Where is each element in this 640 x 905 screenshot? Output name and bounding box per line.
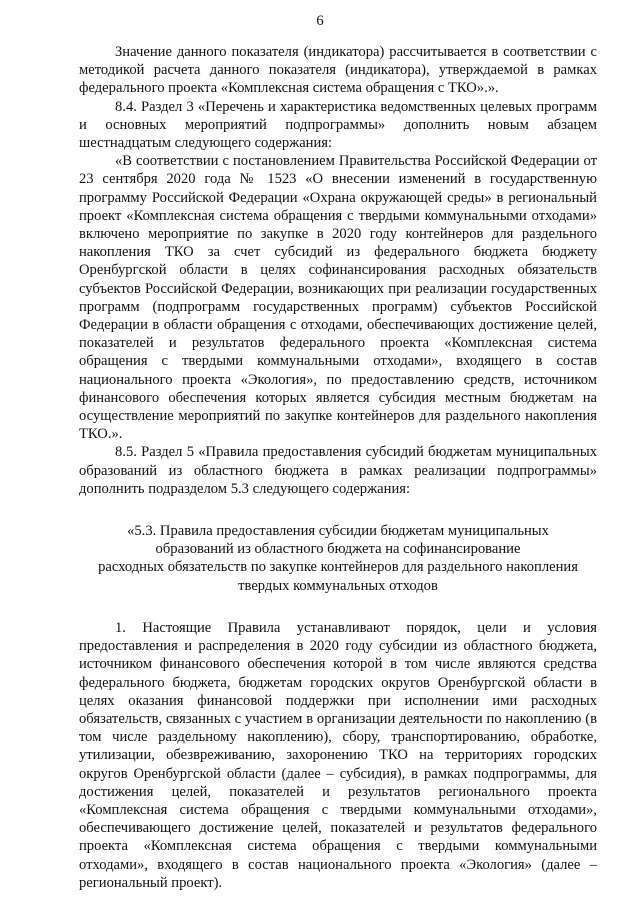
paragraph-rule-1: 1. Настоящие Правила устанавливают порядок, цели и условия предоставления и распределения в 2020 году субсидии из областного бюджета, источником финансового обеспечения которой в том числе являются средства федерального бюджета, бюджетам городских округов Оренбургской области в целях оказания финансовой поддержки при исполнении ими расходных обязательств, связанных с участием в организации деятельности по накоплению (в том числе раздельному накоплению), сбору, транспортированию, обработке, утилизации, обезвреживанию, захоронению ТКО на территориях городских округов Оренбургской области (далее – субсидия), в рамках подпрограммы, для достижения целей, показателей и результатов регионального проекта «Комплексная система обращения с твердыми коммунальными отходами», обеспечивающего достижение целей, показателей и результатов федерального проекта «Комплексная система обращения с твердыми коммунальными отходами», входящего в состав национального проекта «Экология» (далее – региональный проект). [79, 619, 597, 891]
heading-line: «5.3. Правила предоставления субсидии бюджетам муниципальных [127, 523, 549, 540]
paragraph-indicator-note: Значение данного показателя (индикатора) рассчитывается в соответствии с методикой расчета данного показателя (индикатора), утверждаемой в рамках федерального проекта «Комплексная система обращения с ТКО».». [79, 44, 597, 97]
heading-line: твердых коммунальных отходов [238, 577, 438, 594]
heading-line: образований из областного бюджета на софинансирование [155, 541, 521, 558]
document-body [79, 43, 597, 892]
paragraph-8-5: 8.5. Раздел 5 «Правила предоставления субсидий бюджетам муниципальных образований из областного бюджета в рамках реализации подпрограммы» дополнить подразделом 5.3 следующего содержания: [79, 444, 597, 497]
paragraph-amendment-text: «В соответствии с постановлением Правительства Российской Федерации от 23 сентября 2020 года № 1523 «О внесении изменений в государственную программу Российской Федерации «Охрана окружающей среды» в региональный проект «Комплексная система обращения с твердыми коммунальными отходами» включено мероприятие по закупке в 2020 году контейнеров для раздельного накопления ТКО за счет субсидий из федерального бюджета бюджету Оренбургской области в целях софинансирования расходных обязательств субъектов Российской Федерации, возникающих при реализации государственных программ (подпрограмм государственных программ) субъектов Российской Федерации в области обращения с отходами, обеспечивающих достижение целей, показателей и результатов федерального проекта «Комплексная система обращения с твердыми коммунальными отходами», входящего в состав национального проекта «Экология», по предоставлению средств, источником финансового обеспечения которых является субсидия местным бюджетам на осуществление мероприятий по закупке контейнеров для раздельного накопления ТКО.». [79, 153, 597, 443]
paragraph-8-4: 8.4. Раздел 3 «Перечень и характеристика ведомственных целевых программ и основных мероприятий подпрограммы» дополнить новым абзацем шестнадцатым следующего содержания: [79, 98, 597, 152]
section-heading-5-3 [79, 522, 597, 595]
page-number: 6 [316, 13, 324, 29]
heading-line: расходных обязательств по закупке контейнеров для раздельного накопления [98, 559, 578, 576]
